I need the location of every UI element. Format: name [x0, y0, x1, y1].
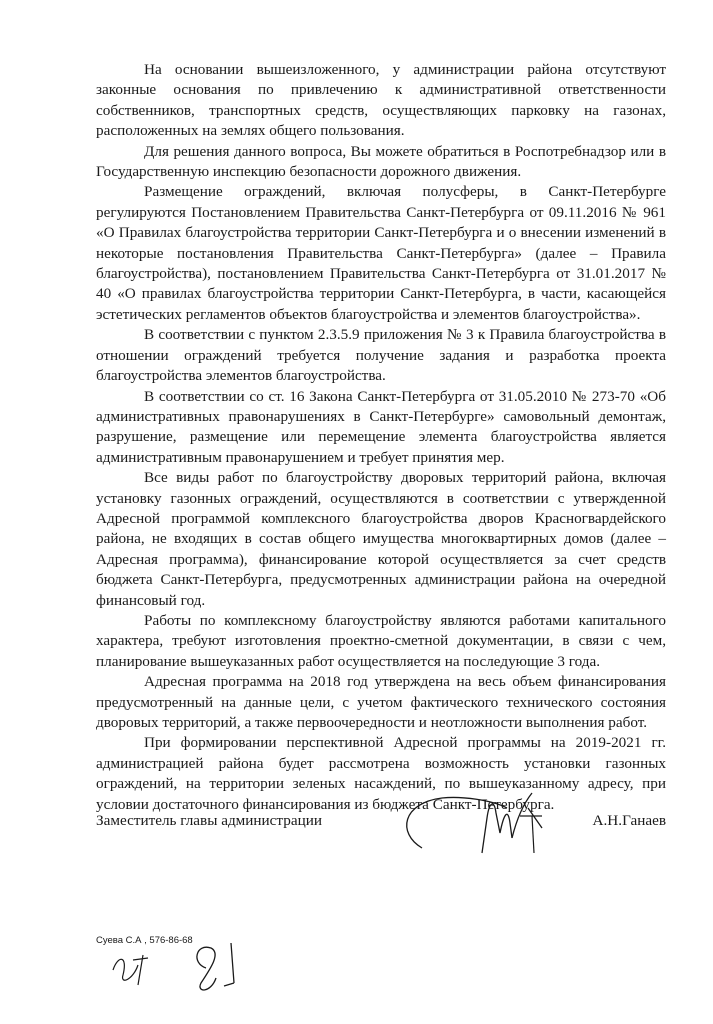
handwritten-number-mark	[176, 938, 256, 998]
letter-body	[96, 60, 666, 815]
signature-block	[96, 812, 666, 842]
paragraph-7: Работы по комплексному благоустройству являются работами капитального характера, требуют изготовления проектно-сметной документации, в связи с чем, планирование вышеуказанных работ осуществляется на последующие 3 года.	[96, 611, 666, 670]
signer-name: А.Н.Ганаев	[592, 812, 666, 829]
paragraph-6: Все виды работ по благоустройству дворовых территорий района, включая установку газонных ограждений, осуществляются в соответствии с утвержденной Адресной программой комплексного благоустройства дворов Красногвардейского района, не входящих в состав общего имущества многоквартирных домов (далее – Адресная программа), финансирование которой осуществляется за счет средств бюджета Санкт-Петербурга, предусмотренных администрации района на очередной финансовый год.	[96, 469, 666, 609]
handwritten-initials-mark	[108, 950, 158, 990]
paragraph-9: При формировании перспективной Адресной программы на 2019-2021 гг. администрацией района будет рассмотрена возможность установки газонных ограждений, на территории зеленых насаждений, по вышеуказанному адресу, при условии достаточного финансирования из бюджета Санкт-Петербурга.	[96, 734, 666, 813]
paragraph-5: В соответствии со ст. 16 Закона Санкт-Петербурга от 31.05.2010 № 273-70 «Об административных правонарушениях в Санкт-Петербурге» самовольный демонтаж, разрушение, размещение или перемещение элемента благоустройства является административным правонарушением и требует принятия мер.	[96, 387, 666, 466]
paragraph-4: В соответствии с пунктом 2.3.5.9 приложения № 3 к Правила благоустройства в отношении ограждений требуется получение задания и разработка проекта благоустройства элементов благоустройства.	[96, 326, 666, 385]
paragraph-3: Размещение ограждений, включая полусферы, в Санкт-Петербурге регулируются Постановлением Правительства Санкт-Петербурга от 09.11.2016 № 961 «О Правилах благоустройства территории Санкт-Петербурга и о внесении изменений в некоторые постановления Правительства Санкт-Петербурга» (далее – Правила благоустройства), постановлением Правительства Санкт-Петербурга от 31.01.2017 № 40 «О правилах благоустройства территории Санкт-Петербурга, в части, касающейся эстетических регламентов объектов благоустройства и элементов благоустройства».	[96, 183, 666, 323]
paragraph-8: Адресная программа на 2018 год утверждена на весь объем финансирования предусмотренный на данные цели, с учетом фактического технического состояния дворовых территорий, а также первоочередности и неотложности выполнения работ.	[96, 673, 666, 731]
executor-contact: Суева С.А , 576-86-68	[96, 935, 193, 946]
paragraph-2: Для решения данного вопроса, Вы можете обратиться в Роспотребнадзор или в Государственную инспекцию безопасности дорожного движения.	[96, 142, 666, 181]
signer-title: Заместитель главы администрации	[96, 812, 322, 829]
paragraph-1: На основании вышеизложенного, у администрации района отсутствуют законные основания по привлечению к административной ответственности собственников, транспортных средств, осуществляющих парковку на газонах, расположенных на землях общего пользования.	[96, 61, 666, 140]
